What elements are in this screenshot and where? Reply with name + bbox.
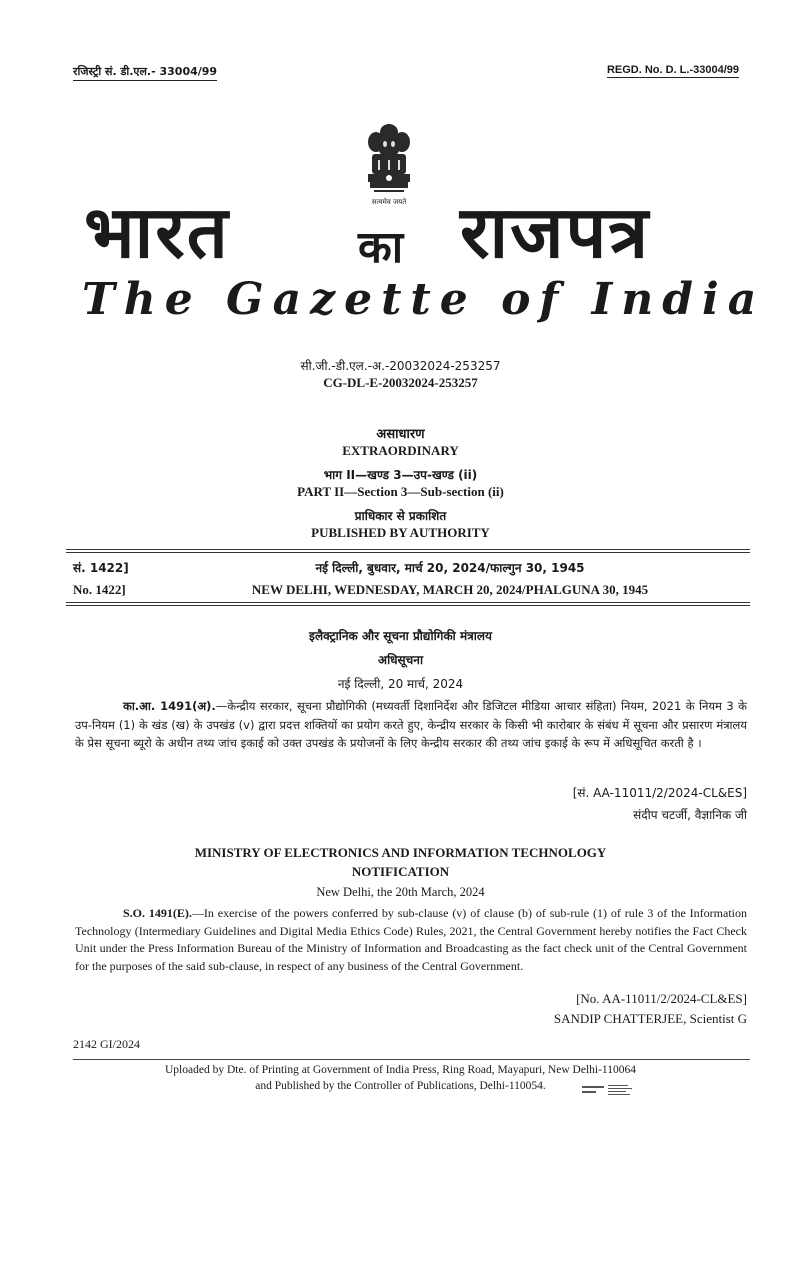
- print-number: 2142 GI/2024: [73, 1037, 140, 1051]
- extraordinary-hindi: असाधारण: [376, 427, 425, 442]
- issue-number-hindi: सं. 1422]: [73, 561, 129, 575]
- issue-date-hindi: नई दिल्ली, बुधवार, मार्च 20, 2024/फाल्गुन 30, 1945: [315, 561, 585, 575]
- authority-hindi: प्राधिकार से प्रकाशित: [354, 509, 447, 523]
- masthead-rajpatra: राजपत्र: [460, 190, 651, 274]
- extraordinary-english: EXTRAORDINARY: [342, 443, 459, 458]
- registration-number-english: REGD. No. D. L.-33004/99: [606, 64, 739, 76]
- divider: [66, 602, 750, 603]
- authority-english: PUBLISHED BY AUTHORITY: [311, 525, 490, 540]
- ministry-english: MINISTRY OF ELECTRONICS AND INFORMATION TECHNOLOGY: [194, 845, 607, 860]
- registration-number-hindi: रजिस्ट्री सं. डी.एल.- 33004/99: [73, 64, 217, 81]
- signatory-english: SANDIP CHATTERJEE, Scientist G: [553, 1011, 747, 1026]
- issue-date-english: NEW DELHI, WEDNESDAY, MARCH 20, 2024/PHALGUNA 30, 1945: [251, 582, 649, 597]
- masthead-ka: का: [358, 222, 406, 273]
- masthead-title-english: The Gazette of India: [82, 274, 766, 325]
- footer-line-2: and Published by the Controller of Publications, Delhi-110054.: [255, 1080, 546, 1092]
- notification-title-hindi: अधिसूचना: [377, 653, 424, 667]
- digital-signature-stamp-icon: [582, 1084, 648, 1098]
- divider: [73, 1059, 750, 1060]
- gazette-code-english: CG-DL-E-20032024-253257: [323, 375, 478, 390]
- notification-body-english: [75, 905, 747, 975]
- signatory-hindi: संदीप चटर्जी, वैज्ञानिक जी: [633, 808, 747, 822]
- body-text-english: —In exercise of the powers conferred by sub-clause (v) of clause (b) of sub-rule (1) of rule 3 of the Information Technology (Intermediary Guidelines and Digital Media Ethics Code) Rules, 2021, the Central Government hereby notifies the Fact Check Unit under the Press Information Bureau of the Ministry of Information and Broadcasting as the fact check unit of the Central Government for the purposes of the said sub-clause, in respect of any business of the Central Government.: [75, 906, 747, 973]
- body-text-hindi: —केन्द्रीय सरकार, सूचना प्रौद्योगिकी (मध्यवर्ती दिशानिर्देश और डिजिटल मीडिया आचार संहिता) नियम, 2021 के नियम 3 के उप-नियम (1) के खंड (ख) के उपखंड (v) द्वारा प्रदत्त शक्तियों का प्रयोग करते हुए, केन्द्रीय सरकार के किसी भी कारोबार के संबंध में सूचना और प्रसारण मंत्रालय के प्रेस सूचना ब्यूरो के अधीन तथ्य जांच इकाई को उक्त उपखंड के प्रयोजनों के लिए केन्द्रीय सरकार की तथ्य जांच इकाई के रूप में अधिसूचित करती है ।: [75, 699, 747, 750]
- notification-title-english: NOTIFICATION: [351, 864, 450, 879]
- gazette-code-hindi: सी.जी.-डी.एल.-अ.-20032024-253257: [300, 359, 501, 373]
- so-number-english: S.O. 1491(E).: [123, 906, 192, 920]
- svg-text:सत्यमेव जयते: सत्यमेव जयते: [371, 198, 407, 206]
- file-number-english: [No. AA-11011/2/2024-CL&ES]: [576, 991, 747, 1006]
- ministry-hindi: इलैक्ट्रानिक और सूचना प्रौद्योगिकी मंत्रालय: [309, 629, 492, 643]
- divider: [66, 605, 750, 606]
- so-number-hindi: का.आ. 1491(अ).: [123, 699, 216, 713]
- masthead-title-hindi: [80, 192, 740, 272]
- divider: [66, 549, 750, 550]
- file-number-hindi: [सं. AA-11011/2/2024-CL&ES]: [572, 786, 747, 800]
- part-hindi: भाग II—खण्ड 3—उप-खण्ड (ii): [323, 468, 478, 482]
- divider: [66, 552, 750, 553]
- footer-line-1: Uploaded by Dte. of Printing at Government of India Press, Ring Road, Mayapuri, New Delhi-110064: [165, 1064, 636, 1076]
- place-date-english: New Delhi, the 20th March, 2024: [316, 885, 485, 899]
- issue-number-english: No. 1422]: [73, 582, 126, 597]
- place-date-hindi: नई दिल्ली, 20 मार्च, 2024: [337, 677, 464, 691]
- masthead-bharat: भारत: [84, 190, 230, 274]
- notification-body-hindi: [75, 697, 747, 753]
- part-english: PART II—Section 3—Sub-section (ii): [297, 484, 504, 499]
